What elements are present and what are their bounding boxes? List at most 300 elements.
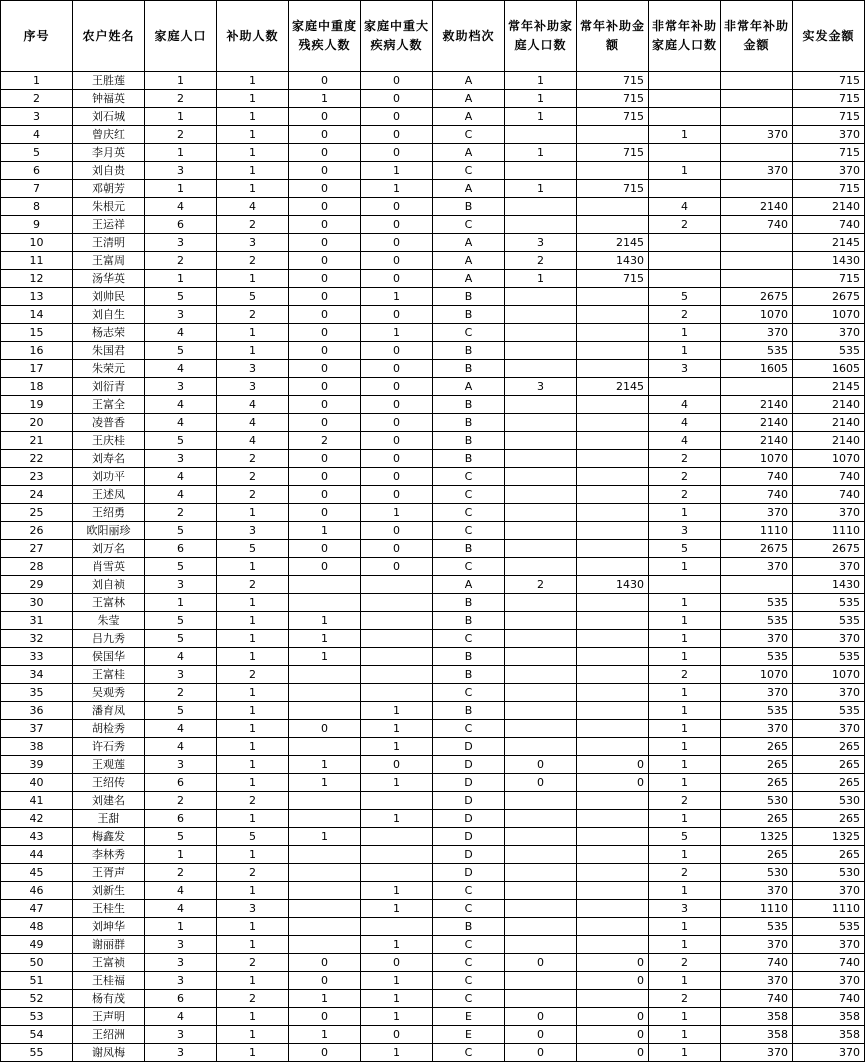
cell-nonperennial-count: 1 [649,756,721,774]
cell-actual-amount: 535 [793,612,865,630]
cell-actual-amount: 1325 [793,828,865,846]
cell-perennial-count [505,684,577,702]
cell-name: 王桂生 [73,900,145,918]
cell-subsidized-count: 1 [217,558,289,576]
cell-subsidized-count: 2 [217,252,289,270]
cell-perennial-amount [577,738,649,756]
table-row [1,648,865,666]
cell-household-size: 4 [145,198,217,216]
cell-illness-count [361,630,433,648]
cell-name: 刘功平 [73,468,145,486]
cell-nonperennial-count [649,378,721,396]
cell-perennial-count [505,738,577,756]
cell-name: 刘坤华 [73,918,145,936]
cell-aid-level: B [433,360,505,378]
table-row [1,378,865,396]
table-row [1,702,865,720]
cell-perennial-amount [577,558,649,576]
cell-seq: 26 [1,522,73,540]
cell-aid-level: D [433,810,505,828]
cell-actual-amount: 1430 [793,252,865,270]
cell-illness-count [361,918,433,936]
cell-aid-level: B [433,198,505,216]
cell-illness-count: 0 [361,126,433,144]
cell-perennial-amount: 715 [577,90,649,108]
cell-seq: 30 [1,594,73,612]
cell-illness-count: 1 [361,972,433,990]
cell-seq: 42 [1,810,73,828]
table-row [1,882,865,900]
cell-name: 王胥声 [73,864,145,882]
cell-illness-count: 1 [361,774,433,792]
table-row [1,720,865,738]
cell-name: 曾庆红 [73,126,145,144]
cell-household-size: 3 [145,1044,217,1062]
cell-perennial-amount [577,468,649,486]
cell-nonperennial-amount: 2140 [721,396,793,414]
cell-name: 王富祯 [73,954,145,972]
cell-perennial-amount [577,504,649,522]
cell-nonperennial-count: 4 [649,198,721,216]
cell-household-size: 2 [145,90,217,108]
cell-nonperennial-amount: 2675 [721,540,793,558]
table-row [1,972,865,990]
cell-illness-count: 1 [361,900,433,918]
cell-nonperennial-amount: 370 [721,630,793,648]
cell-illness-count [361,792,433,810]
cell-aid-level: D [433,864,505,882]
cell-subsidized-count: 2 [217,864,289,882]
cell-subsidized-count: 1 [217,1044,289,1062]
cell-name: 刘帅民 [73,288,145,306]
cell-household-size: 6 [145,810,217,828]
cell-illness-count: 1 [361,288,433,306]
cell-aid-level: B [433,612,505,630]
cell-actual-amount: 265 [793,810,865,828]
header-name: 农户姓名 [73,1,145,72]
cell-illness-count: 1 [361,180,433,198]
cell-nonperennial-count: 1 [649,774,721,792]
cell-aid-level: B [433,288,505,306]
cell-subsidized-count: 1 [217,648,289,666]
cell-disabled-count [289,666,361,684]
cell-perennial-count [505,648,577,666]
cell-aid-level: C [433,1044,505,1062]
cell-perennial-amount [577,792,649,810]
cell-disabled-count: 0 [289,306,361,324]
cell-nonperennial-amount: 265 [721,738,793,756]
table-row [1,504,865,522]
cell-aid-level: C [433,486,505,504]
table-row [1,144,865,162]
cell-subsidized-count: 2 [217,954,289,972]
cell-name: 朱根元 [73,198,145,216]
cell-name: 刘石城 [73,108,145,126]
cell-disabled-count: 1 [289,648,361,666]
cell-perennial-count [505,720,577,738]
cell-household-size: 3 [145,936,217,954]
cell-disabled-count: 0 [289,414,361,432]
cell-nonperennial-count: 1 [649,1026,721,1044]
cell-nonperennial-amount: 535 [721,594,793,612]
cell-perennial-count: 3 [505,234,577,252]
table-row [1,198,865,216]
table-row [1,252,865,270]
cell-nonperennial-count: 1 [649,558,721,576]
cell-illness-count: 0 [361,954,433,972]
cell-seq: 33 [1,648,73,666]
cell-disabled-count [289,702,361,720]
cell-nonperennial-amount: 370 [721,882,793,900]
cell-seq: 39 [1,756,73,774]
cell-aid-level: A [433,180,505,198]
cell-disabled-count [289,864,361,882]
cell-nonperennial-count: 1 [649,1044,721,1062]
cell-aid-level: C [433,990,505,1008]
cell-seq: 52 [1,990,73,1008]
cell-seq: 47 [1,900,73,918]
cell-nonperennial-amount: 370 [721,1044,793,1062]
cell-name: 刘寿名 [73,450,145,468]
cell-household-size: 4 [145,396,217,414]
cell-nonperennial-count: 5 [649,288,721,306]
cell-subsidized-count: 3 [217,360,289,378]
cell-perennial-amount: 715 [577,108,649,126]
table-row [1,234,865,252]
cell-name: 刘衍青 [73,378,145,396]
cell-disabled-count: 0 [289,954,361,972]
cell-nonperennial-count: 1 [649,702,721,720]
cell-actual-amount: 2140 [793,432,865,450]
cell-illness-count: 0 [361,558,433,576]
cell-illness-count [361,612,433,630]
cell-name: 朱莹 [73,612,145,630]
cell-nonperennial-amount: 2140 [721,198,793,216]
cell-aid-level: C [433,216,505,234]
table-row [1,594,865,612]
table-row [1,774,865,792]
cell-subsidized-count: 4 [217,396,289,414]
cell-actual-amount: 1070 [793,450,865,468]
cell-subsidized-count: 2 [217,792,289,810]
cell-subsidized-count: 3 [217,378,289,396]
cell-disabled-count [289,684,361,702]
table-row [1,522,865,540]
cell-actual-amount: 370 [793,558,865,576]
table-row [1,324,865,342]
cell-aid-level: D [433,846,505,864]
cell-disabled-count: 0 [289,324,361,342]
cell-seq: 40 [1,774,73,792]
cell-perennial-count [505,612,577,630]
cell-nonperennial-count: 5 [649,540,721,558]
cell-subsidized-count: 2 [217,468,289,486]
cell-nonperennial-count: 1 [649,810,721,828]
cell-perennial-count [505,522,577,540]
cell-subsidized-count: 4 [217,414,289,432]
cell-name: 王桂福 [73,972,145,990]
cell-perennial-amount: 715 [577,270,649,288]
cell-seq: 2 [1,90,73,108]
cell-perennial-count [505,990,577,1008]
cell-perennial-count [505,360,577,378]
cell-subsidized-count: 4 [217,198,289,216]
cell-aid-level: B [433,450,505,468]
cell-disabled-count: 0 [289,1008,361,1026]
cell-illness-count: 0 [361,1026,433,1044]
cell-name: 王观莲 [73,756,145,774]
cell-subsidized-count: 1 [217,918,289,936]
cell-household-size: 5 [145,432,217,450]
cell-household-size: 4 [145,720,217,738]
cell-perennial-amount [577,936,649,954]
cell-perennial-count: 2 [505,576,577,594]
cell-seq: 4 [1,126,73,144]
cell-aid-level: B [433,648,505,666]
cell-aid-level: C [433,522,505,540]
header-seq: 序号 [1,1,73,72]
cell-disabled-count: 1 [289,990,361,1008]
cell-nonperennial-count: 1 [649,126,721,144]
cell-nonperennial-count: 1 [649,342,721,360]
cell-nonperennial-count: 1 [649,594,721,612]
cell-nonperennial-count: 1 [649,684,721,702]
cell-subsidized-count: 1 [217,1008,289,1026]
cell-perennial-amount: 715 [577,72,649,90]
cell-illness-count: 0 [361,90,433,108]
cell-perennial-amount [577,630,649,648]
table-row [1,792,865,810]
cell-household-size: 5 [145,522,217,540]
header-aid-level: 救助档次 [433,1,505,72]
cell-household-size: 3 [145,234,217,252]
cell-illness-count: 0 [361,360,433,378]
cell-aid-level: B [433,396,505,414]
cell-nonperennial-amount: 370 [721,504,793,522]
cell-perennial-amount [577,432,649,450]
cell-name: 王运祥 [73,216,145,234]
cell-disabled-count: 0 [289,288,361,306]
cell-subsidized-count: 2 [217,450,289,468]
header-subsidized-count: 补助人数 [217,1,289,72]
table-row [1,180,865,198]
cell-household-size: 6 [145,540,217,558]
cell-name: 杨有茂 [73,990,145,1008]
cell-actual-amount: 1070 [793,666,865,684]
cell-name: 王胜莲 [73,72,145,90]
cell-perennial-count [505,126,577,144]
cell-disabled-count: 0 [289,720,361,738]
cell-seq: 5 [1,144,73,162]
cell-nonperennial-count: 1 [649,630,721,648]
table-row [1,936,865,954]
cell-actual-amount: 370 [793,126,865,144]
cell-name: 刘建名 [73,792,145,810]
cell-subsidized-count: 1 [217,972,289,990]
cell-household-size: 2 [145,684,217,702]
cell-aid-level: C [433,900,505,918]
header-disabled-count: 家庭中重度残疾人数 [289,1,361,72]
cell-perennial-amount [577,720,649,738]
cell-perennial-count [505,162,577,180]
cell-disabled-count: 0 [289,234,361,252]
cell-household-size: 4 [145,900,217,918]
cell-actual-amount: 370 [793,972,865,990]
cell-perennial-amount [577,864,649,882]
cell-illness-count: 1 [361,1008,433,1026]
cell-illness-count [361,846,433,864]
cell-name: 李林秀 [73,846,145,864]
cell-household-size: 3 [145,666,217,684]
cell-name: 刘自贵 [73,162,145,180]
cell-disabled-count: 0 [289,360,361,378]
cell-actual-amount: 1110 [793,900,865,918]
cell-perennial-amount: 2145 [577,234,649,252]
cell-perennial-count: 0 [505,954,577,972]
cell-illness-count: 0 [361,486,433,504]
cell-seq: 50 [1,954,73,972]
cell-nonperennial-amount: 740 [721,990,793,1008]
cell-illness-count: 0 [361,414,433,432]
cell-nonperennial-count: 3 [649,522,721,540]
cell-household-size: 5 [145,612,217,630]
cell-seq: 24 [1,486,73,504]
cell-subsidized-count: 1 [217,324,289,342]
table-row [1,666,865,684]
header-nonperennial-amount: 非常年补助金额 [721,1,793,72]
cell-subsidized-count: 3 [217,522,289,540]
cell-seq: 23 [1,468,73,486]
cell-name: 王富周 [73,252,145,270]
cell-name: 吴观秀 [73,684,145,702]
cell-perennial-amount [577,594,649,612]
cell-illness-count: 0 [361,108,433,126]
table-row [1,468,865,486]
cell-perennial-count: 1 [505,108,577,126]
header-household-size: 家庭人口 [145,1,217,72]
cell-subsidized-count: 4 [217,432,289,450]
cell-aid-level: A [433,252,505,270]
cell-nonperennial-amount: 535 [721,702,793,720]
table-row [1,162,865,180]
cell-aid-level: A [433,144,505,162]
cell-perennial-count [505,918,577,936]
cell-seq: 25 [1,504,73,522]
cell-perennial-count [505,630,577,648]
cell-subsidized-count: 2 [217,576,289,594]
cell-name: 凌普香 [73,414,145,432]
cell-nonperennial-amount [721,270,793,288]
table-row [1,486,865,504]
cell-actual-amount: 530 [793,864,865,882]
cell-actual-amount: 265 [793,738,865,756]
cell-disabled-count: 1 [289,1026,361,1044]
table-row [1,1008,865,1026]
cell-subsidized-count: 1 [217,72,289,90]
cell-actual-amount: 740 [793,216,865,234]
cell-nonperennial-amount: 370 [721,936,793,954]
table-row [1,108,865,126]
cell-perennial-count [505,846,577,864]
cell-aid-level: D [433,792,505,810]
cell-household-size: 4 [145,738,217,756]
cell-name: 潘育凤 [73,702,145,720]
cell-actual-amount: 535 [793,918,865,936]
cell-illness-count: 1 [361,324,433,342]
cell-perennial-amount [577,522,649,540]
cell-perennial-amount [577,414,649,432]
cell-subsidized-count: 1 [217,738,289,756]
cell-seq: 20 [1,414,73,432]
cell-disabled-count: 0 [289,540,361,558]
cell-nonperennial-count: 1 [649,324,721,342]
cell-aid-level: B [433,918,505,936]
cell-nonperennial-count [649,108,721,126]
cell-subsidized-count: 1 [217,756,289,774]
cell-actual-amount: 535 [793,702,865,720]
cell-actual-amount: 265 [793,756,865,774]
cell-perennial-count [505,198,577,216]
cell-household-size: 5 [145,828,217,846]
cell-seq: 9 [1,216,73,234]
cell-nonperennial-count [649,576,721,594]
cell-name: 王甜 [73,810,145,828]
table-row [1,756,865,774]
cell-aid-level: B [433,432,505,450]
cell-nonperennial-amount: 265 [721,846,793,864]
cell-household-size: 2 [145,252,217,270]
cell-subsidized-count: 1 [217,108,289,126]
cell-household-size: 3 [145,306,217,324]
cell-nonperennial-count: 1 [649,612,721,630]
cell-seq: 18 [1,378,73,396]
cell-aid-level: C [433,504,505,522]
cell-subsidized-count: 1 [217,846,289,864]
cell-seq: 12 [1,270,73,288]
cell-seq: 13 [1,288,73,306]
cell-disabled-count [289,576,361,594]
cell-perennial-count: 3 [505,378,577,396]
cell-seq: 37 [1,720,73,738]
cell-perennial-amount: 0 [577,774,649,792]
cell-aid-level: C [433,684,505,702]
cell-illness-count: 0 [361,756,433,774]
cell-household-size: 5 [145,342,217,360]
cell-actual-amount: 715 [793,180,865,198]
cell-nonperennial-amount: 740 [721,468,793,486]
cell-disabled-count: 1 [289,828,361,846]
cell-seq: 51 [1,972,73,990]
cell-illness-count [361,864,433,882]
cell-subsidized-count: 1 [217,504,289,522]
cell-perennial-amount [577,450,649,468]
cell-nonperennial-amount: 1605 [721,360,793,378]
cell-perennial-amount [577,360,649,378]
cell-actual-amount: 2140 [793,198,865,216]
cell-aid-level: C [433,558,505,576]
cell-nonperennial-amount: 1070 [721,306,793,324]
cell-aid-level: C [433,720,505,738]
cell-nonperennial-count [649,144,721,162]
cell-disabled-count: 0 [289,72,361,90]
cell-perennial-amount [577,216,649,234]
cell-actual-amount: 370 [793,882,865,900]
cell-seq: 1 [1,72,73,90]
cell-nonperennial-count: 5 [649,828,721,846]
cell-nonperennial-count: 1 [649,882,721,900]
cell-nonperennial-amount: 358 [721,1008,793,1026]
cell-household-size: 5 [145,558,217,576]
